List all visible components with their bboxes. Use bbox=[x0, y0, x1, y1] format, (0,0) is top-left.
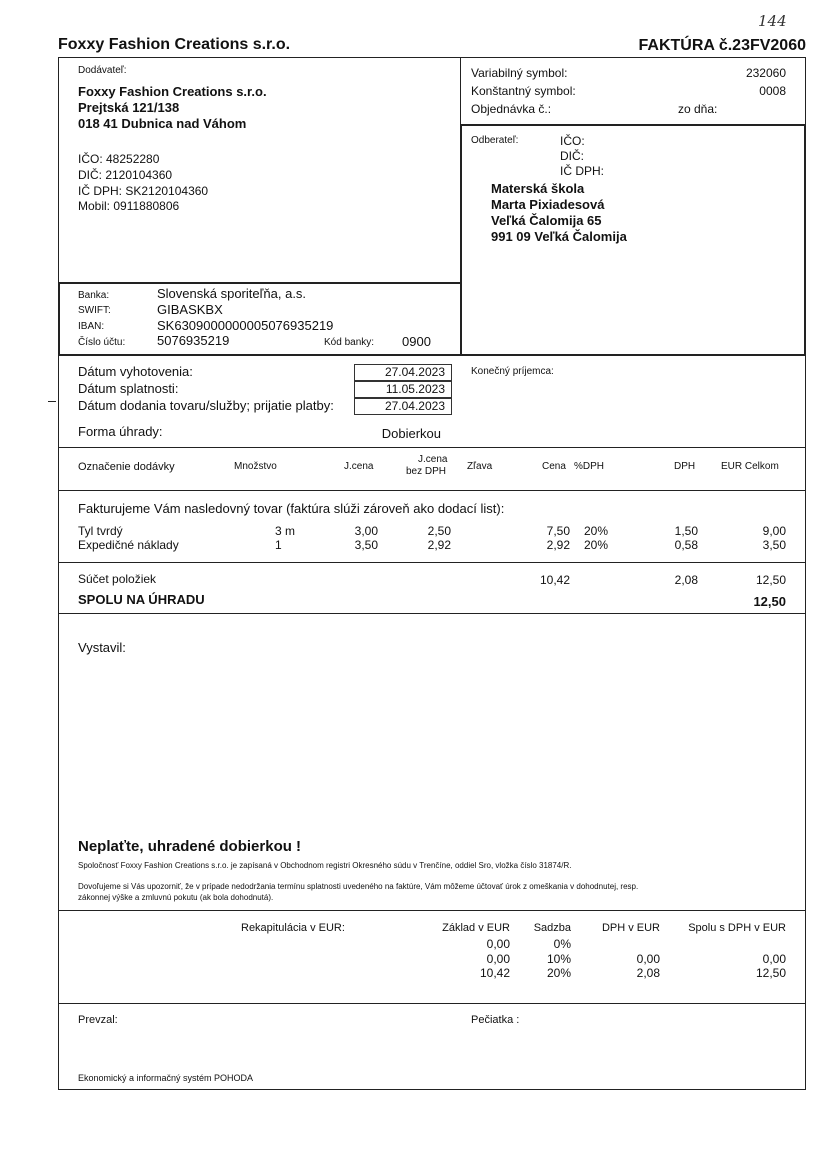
paid-notice-headline: Neplaťte, uhradené dobierkou ! bbox=[78, 838, 302, 855]
recap-row-1-rate: 0% bbox=[553, 937, 571, 951]
sum-total: 12,50 bbox=[755, 573, 786, 587]
customer-ico-label: IČO: bbox=[560, 134, 585, 148]
iban-value: SK6309000000005076935219 bbox=[157, 318, 334, 333]
recap-row-3-vat: 2,08 bbox=[636, 966, 660, 980]
final-recipient-label: Konečný príjemca: bbox=[471, 366, 554, 377]
col-vat-pct: %DPH bbox=[574, 461, 605, 472]
row-1-name: Tyl tvrdý bbox=[78, 524, 123, 538]
row-1-unit-price: 3,00 bbox=[354, 524, 378, 538]
order-date-label: zo dňa: bbox=[678, 102, 718, 116]
registry-note: Spoločnosť Foxxy Fashion Creations s.r.o. je zapísaná v Obchodnom registri Okresného súdu v Trenčíne, oddiel Sro, vložka číslo 31874/R. bbox=[78, 861, 572, 870]
constant-symbol-label: Konštantný symbol: bbox=[471, 84, 576, 98]
due-date-label: Dátum splatnosti: bbox=[78, 381, 179, 396]
col-item: Označenie dodávky bbox=[78, 461, 175, 473]
account-value: 5076935219 bbox=[157, 333, 230, 348]
recap-row-2-total: 0,00 bbox=[762, 952, 786, 966]
total-due-label: SPOLU NA ÚHRADU bbox=[78, 592, 205, 607]
customer-name-1: Materská škola bbox=[491, 181, 585, 196]
total-bottom-line bbox=[58, 613, 806, 614]
issue-date-value: 27.04.2023 bbox=[354, 364, 452, 381]
frame-left-bottom bbox=[58, 355, 59, 1089]
recap-top-line bbox=[58, 910, 806, 911]
row-2-price: 2,92 bbox=[546, 538, 570, 552]
frame-bottom bbox=[58, 1089, 806, 1090]
customer-street: Veľká Čalomija 65 bbox=[491, 213, 602, 228]
sum-price: 10,42 bbox=[539, 573, 570, 587]
invoice-title: FAKTÚRA č.23FV2060 bbox=[638, 37, 806, 54]
recap-col-rate: Sadzba bbox=[533, 922, 571, 934]
row-1-qty: 3 m bbox=[275, 524, 296, 538]
recap-row-2-rate: 10% bbox=[546, 952, 571, 966]
bank-label: Banka: bbox=[78, 290, 110, 301]
delivery-date-value: 27.04.2023 bbox=[354, 398, 452, 415]
row-2-unit-price: 3,50 bbox=[354, 538, 378, 552]
iban-label: IBAN: bbox=[78, 321, 105, 332]
col-qty: Množstvo bbox=[234, 461, 277, 472]
bank-code-label: Kód banky: bbox=[324, 337, 375, 348]
due-date-value: 11.05.2023 bbox=[354, 381, 452, 398]
payment-method-label: Forma úhrady: bbox=[78, 424, 163, 439]
recap-row-3-base: 10,42 bbox=[479, 966, 510, 980]
constant-symbol-value: 0008 bbox=[759, 84, 786, 98]
footer-top-line bbox=[58, 1003, 806, 1004]
col-discount: Zľava bbox=[467, 461, 493, 472]
recap-row-3-total: 12,50 bbox=[755, 966, 786, 980]
col-unit-price: J.cena bbox=[344, 461, 374, 472]
recap-row-2-base: 0,00 bbox=[486, 952, 510, 966]
table-top-line bbox=[58, 447, 806, 448]
recap-row-3-rate: 20% bbox=[546, 966, 571, 980]
col-vat: DPH bbox=[674, 461, 696, 472]
table-intro: Fakturujeme Vám nasledovný tovar (faktúra slúži zároveň ako dodací list): bbox=[78, 501, 505, 516]
frame-left-top bbox=[58, 57, 59, 283]
fold-mark bbox=[48, 401, 56, 402]
late-payment-warning-2: zákonnej výške a zmluvnú pokutu (ak bola dohodnutá). bbox=[78, 893, 274, 902]
recap-col-vat: DPH v EUR bbox=[601, 922, 660, 934]
table-header-line bbox=[58, 490, 806, 491]
row-2-qty: 1 bbox=[275, 538, 282, 552]
supplier-label: Dodávateľ: bbox=[78, 65, 127, 76]
software-note: Ekonomický a informačný systém POHODA bbox=[78, 1073, 254, 1083]
frame-top bbox=[58, 57, 806, 58]
row-2-name: Expedičné náklady bbox=[78, 538, 179, 552]
row-1-total: 9,00 bbox=[762, 524, 786, 538]
handwritten-number: 144 bbox=[758, 12, 787, 30]
customer-dic-label: DIČ: bbox=[560, 149, 584, 163]
supplier-city: 018 41 Dubnica nad Váhom bbox=[78, 116, 247, 131]
row-1-vat: 1,50 bbox=[674, 524, 698, 538]
recap-col-base: Základ v EUR bbox=[442, 922, 510, 934]
customer-city: 991 09 Veľká Čalomija bbox=[491, 229, 627, 244]
late-payment-warning-1: Dovoľujeme si Vás upozorniť, že v prípade nedodržania termínu splatnosti uvedeného na faktúre, Vám môžeme účtovať úrok z omeškania v dohodnutej, resp. bbox=[78, 882, 639, 891]
order-number-label: Objednávka č.: bbox=[471, 102, 552, 116]
vertical-divider-top bbox=[460, 57, 461, 125]
supplier-dic: DIČ: 2120104360 bbox=[78, 168, 173, 182]
stamp-label: Pečiatka : bbox=[471, 1014, 520, 1026]
col-total: EUR Celkom bbox=[721, 461, 779, 472]
supplier-ic-dph: IČ DPH: SK2120104360 bbox=[78, 184, 209, 198]
row-1-unit-price-nv: 2,50 bbox=[427, 524, 451, 538]
customer-ic-dph-label: IČ DPH: bbox=[560, 164, 605, 178]
total-due-value: 12,50 bbox=[753, 594, 786, 609]
row-2-vat-pct: 20% bbox=[584, 538, 609, 552]
swift-label: SWIFT: bbox=[78, 305, 111, 316]
issued-by-label: Vystavil: bbox=[78, 640, 126, 655]
row-1-price: 7,50 bbox=[546, 524, 570, 538]
recap-row-1-base: 0,00 bbox=[486, 937, 510, 951]
company-header: Foxxy Fashion Creations s.r.o. bbox=[58, 36, 291, 53]
col-price: Cena bbox=[542, 461, 566, 472]
row-1-vat-pct: 20% bbox=[584, 524, 609, 538]
sum-label: Súčet položiek bbox=[78, 572, 157, 586]
sum-vat: 2,08 bbox=[674, 573, 698, 587]
recap-col-total: Spolu s DPH v EUR bbox=[688, 922, 786, 934]
recap-row-2-vat: 0,00 bbox=[636, 952, 660, 966]
supplier-mobile: Mobil: 0911880806 bbox=[78, 199, 180, 213]
col-unit-price-nv-1: J.cena bbox=[418, 454, 448, 465]
variable-symbol-value: 232060 bbox=[745, 66, 786, 80]
customer-name-2: Marta Pixiadesová bbox=[491, 197, 605, 212]
row-2-unit-price-nv: 2,92 bbox=[427, 538, 451, 552]
account-label: Číslo účtu: bbox=[78, 337, 126, 348]
supplier-street: Prejtská 121/138 bbox=[78, 100, 180, 115]
bank-name: Slovenská sporiteľňa, a.s. bbox=[157, 286, 307, 301]
received-by-label: Prevzal: bbox=[78, 1014, 118, 1026]
customer-label: Odberateľ: bbox=[471, 135, 519, 146]
swift-value: GIBASKBX bbox=[157, 302, 223, 317]
supplier-name: Foxxy Fashion Creations s.r.o. bbox=[78, 84, 267, 99]
row-2-vat: 0,58 bbox=[674, 538, 698, 552]
row-2-total: 3,50 bbox=[762, 538, 786, 552]
bank-code-value: 0900 bbox=[402, 334, 431, 349]
sum-top-line bbox=[58, 562, 806, 563]
supplier-ico: IČO: 48252280 bbox=[78, 152, 160, 166]
recap-label: Rekapitulácia v EUR: bbox=[241, 922, 345, 934]
variable-symbol-label: Variabilný symbol: bbox=[471, 66, 568, 80]
payment-method-value: Dobierkou bbox=[381, 426, 441, 441]
issue-date-label: Dátum vyhotovenia: bbox=[78, 364, 193, 379]
delivery-date-label: Dátum dodania tovaru/služby; prijatie platby: bbox=[78, 398, 334, 413]
col-unit-price-nv-2: bez DPH bbox=[406, 466, 447, 477]
